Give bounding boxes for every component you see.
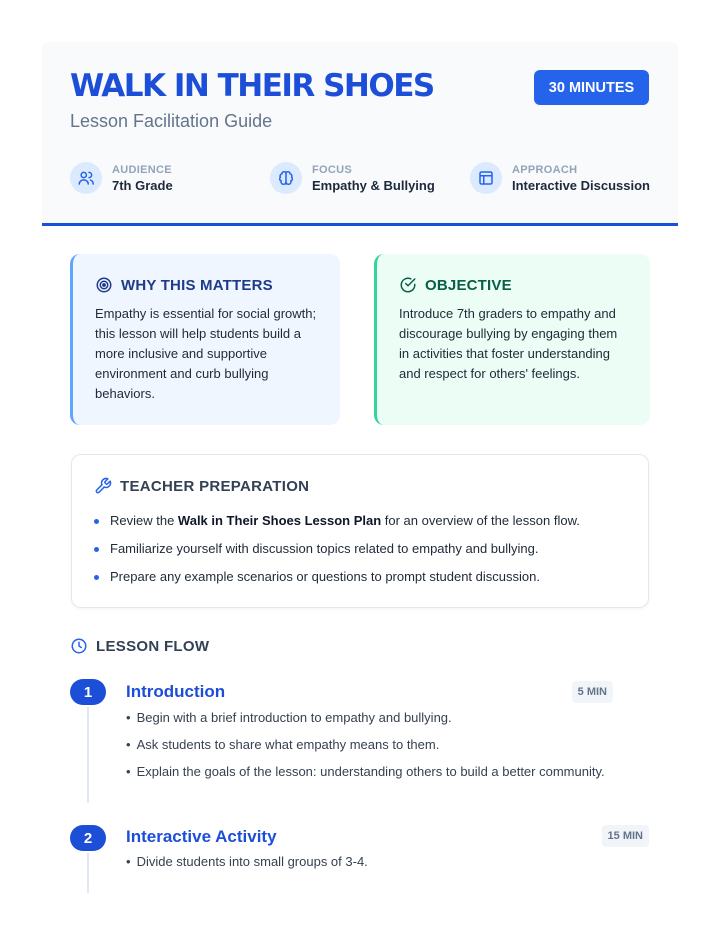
- meta-audience: [70, 162, 173, 194]
- why-heading: [95, 276, 318, 294]
- why-card: [70, 254, 340, 425]
- preparation-list: [94, 507, 626, 591]
- list-item: • Explain the goals of the lesson: understanding others to build a better community.: [126, 758, 605, 785]
- objective-card: [374, 254, 650, 425]
- clock-icon: [70, 637, 88, 655]
- lesson-flow-heading: [70, 637, 209, 655]
- objective-heading: [399, 276, 628, 294]
- meta-focus-value: Empathy & Bullying: [312, 177, 435, 193]
- step-items: [126, 704, 605, 785]
- timeline-line: [87, 853, 89, 893]
- step-number: 2: [70, 825, 106, 851]
- step-items: [126, 848, 368, 875]
- page-title: WALK IN THEIR SHOES: [70, 68, 434, 104]
- meta-approach: [470, 162, 650, 194]
- meta-approach-value: Interactive Discussion: [512, 177, 650, 193]
- step-duration-badge: 15 MIN: [602, 825, 649, 847]
- page-subtitle: Lesson Facilitation Guide: [70, 111, 273, 131]
- preparation-heading: [94, 477, 626, 495]
- meta-focus-label: FOCUS: [312, 163, 352, 176]
- preparation-heading-text: TEACHER PREPARATION: [120, 477, 310, 495]
- duration-badge: 30 MINUTES: [534, 70, 649, 105]
- list-item: • Divide students into small groups of 3-4.: [126, 848, 368, 875]
- objective-heading-text: OBJECTIVE: [425, 276, 512, 294]
- list-item: Review the Walk in Their Shoes Lesson Plan for an overview of the lesson flow.: [94, 507, 626, 535]
- meta-approach-label: APPROACH: [512, 163, 578, 176]
- step-title: Introduction: [126, 682, 226, 701]
- meta-audience-label: AUDIENCE: [112, 163, 172, 176]
- target-icon: [95, 276, 113, 294]
- list-item: • Begin with a brief introduction to empathy and bullying.: [126, 704, 605, 731]
- list-item: Prepare any example scenarios or questions to prompt student discussion.: [94, 563, 626, 591]
- step-duration-badge: 5 MIN: [572, 681, 613, 703]
- timeline-line: [87, 707, 89, 803]
- layout-icon: [470, 162, 502, 194]
- objective-body: Introduce 7th graders to empathy and discourage bullying by engaging them in activities that foster understanding and respect for others' feelings.: [399, 306, 618, 381]
- wrench-icon: [94, 477, 112, 495]
- meta-focus: [270, 162, 435, 194]
- meta-audience-value: 7th Grade: [112, 177, 173, 193]
- why-body: Empathy is essential for social growth; this lesson will help students build a more inclusive and supportive environment and curb bullying behaviors.: [95, 306, 317, 401]
- why-heading-text: WHY THIS MATTERS: [121, 276, 273, 294]
- lesson-plan-name: Walk in Their Shoes Lesson Plan: [177, 513, 382, 528]
- step-number: 1: [70, 679, 106, 705]
- list-item: • Ask students to share what empathy means to them.: [126, 731, 605, 758]
- header: [42, 42, 678, 226]
- list-item: Familiarize yourself with discussion topics related to empathy and bullying.: [94, 535, 626, 563]
- users-icon: [70, 162, 102, 194]
- step-title: Interactive Activity: [126, 827, 277, 846]
- brain-icon: [270, 162, 302, 194]
- check-circle-icon: [399, 276, 417, 294]
- lesson-flow-heading-text: LESSON FLOW: [96, 637, 210, 655]
- teacher-preparation-card: [71, 454, 649, 608]
